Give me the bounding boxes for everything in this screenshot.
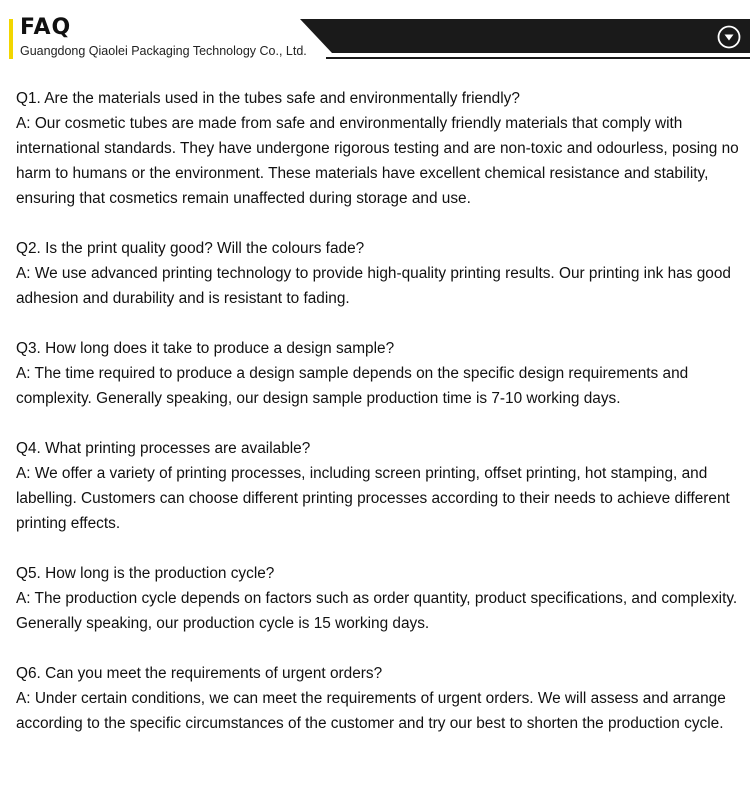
page-title: FAQ [20,15,72,40]
faq-item-1 [16,86,748,211]
company-name: Guangdong Qiaolei Packaging Technology Co., Ltd. [20,44,307,58]
faq-answer: A: We use advanced printing technology to provide high-quality printing results. Our printing ink has good adhesion and durability and is resistant to fading. [16,265,731,307]
faq-item-4 [16,436,748,536]
faq-item-3 [16,336,748,411]
header-band [300,19,750,59]
faq-header [0,0,750,64]
title-accent-bar [9,19,13,59]
expand-toggle[interactable] [716,24,742,50]
faq-answer: A: The production cycle depends on factors such as order quantity, product specifications, and complexity. Generally speaking, our production cycle is 15 working days. [16,590,738,632]
faq-item-2 [16,236,748,311]
faq-question: Q1. Are the materials used in the tubes safe and environmentally friendly? [16,90,520,107]
faq-item-6 [16,661,748,736]
faq-item-5 [16,561,748,636]
faq-answer: A: Under certain conditions, we can meet the requirements of urgent orders. We will assess and arrange according to the specific circumstances of the customer and try our best to shorten the production cycle. [16,690,726,732]
faq-question: Q2. Is the print quality good? Will the colours fade? [16,240,365,257]
chevron-down-circle-icon [716,24,742,50]
faq-question: Q4. What printing processes are available? [16,440,311,457]
faq-answer: A: The time required to produce a design sample depends on the specific design requirements and complexity. Generally speaking, our design sample production time is 7-10 working days. [16,365,689,407]
faq-list [16,86,748,761]
faq-question: Q6. Can you meet the requirements of urgent orders? [16,665,383,682]
faq-question: Q3. How long does it take to produce a design sample? [16,340,395,357]
faq-answer: A: We offer a variety of printing processes, including screen printing, offset printing, hot stamping, and labelling. Customers can choose different printing processes according to their needs to achieve different printing effects. [16,465,730,532]
faq-question: Q5. How long is the production cycle? [16,565,275,582]
faq-answer: A: Our cosmetic tubes are made from safe and environmentally friendly materials that comply with international standards. They have undergone rigorous testing and are non-toxic and odourless, posing no harm to humans or the environment. These materials have excellent chemical resistance and stability, ensuring that cosmetics remain unaffected during storage and use. [16,115,739,207]
